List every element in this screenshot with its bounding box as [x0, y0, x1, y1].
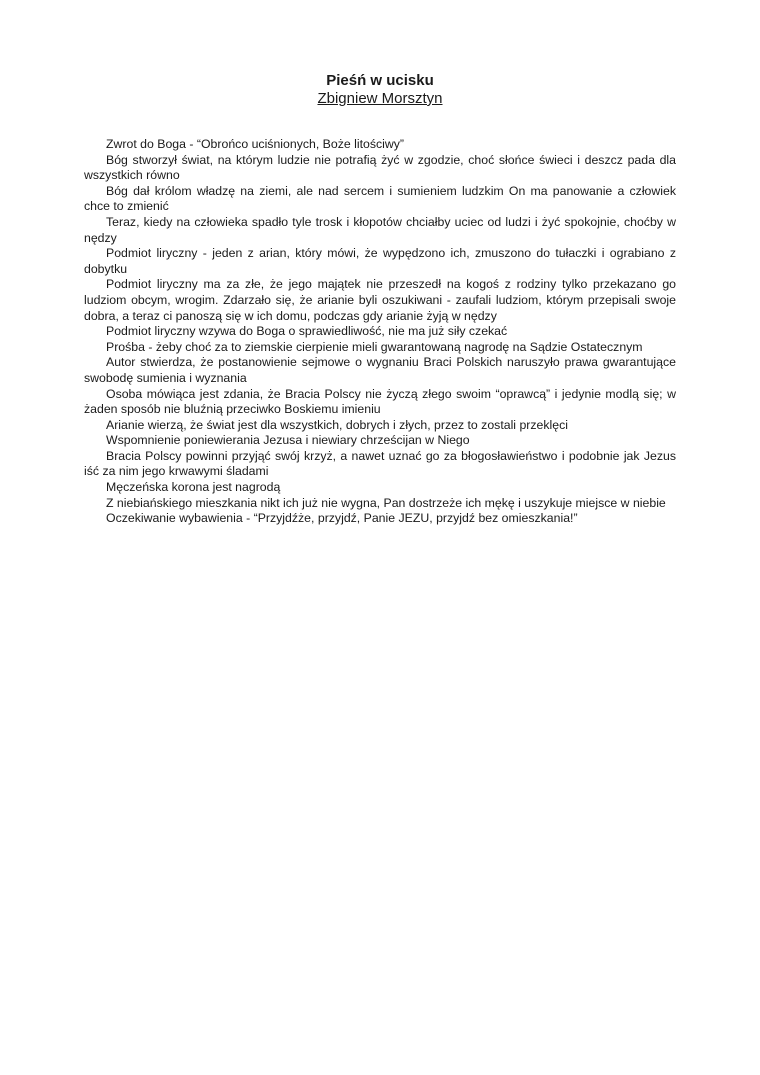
- paragraph: Podmiot liryczny ma za złe, że jego majątek nie przeszedł na kogoś z rodziny tylko przekazano go ludziom obcym, wrogim. Zdarzało się, że arianie byli oszukiwani - zaufali ludziom, którym przepisali swoje dobra, a teraz ci panoszą się w ich domu, podczas gdy arianie żyją w nędzy: [84, 277, 676, 323]
- paragraph: Zwrot do Boga - “Obrońco uciśnionych, Boże litościwy”: [106, 137, 404, 151]
- document-header: [84, 72, 676, 108]
- paragraph: Bóg dał królom władzę na ziemi, ale nad sercem i sumieniem ludzkim On ma panowanie a człowiek chce to zmienić: [84, 183, 676, 214]
- paragraph: Podmiot liryczny - jeden z arian, który mówi, że wypędzono ich, zmuszono do tułaczki i ograbiano z dobytku: [84, 246, 676, 276]
- paragraph: Osoba mówiąca jest zdania, że Bracia Polscy nie życzą złego swoim “oprawcą” i jedynie modlą się; w żaden sposób nie bluźnią przeciwko Boskiemu imieniu: [84, 386, 676, 417]
- paragraph: Prośba - żeby choć za to ziemskie cierpienie mieli gwarantowaną nagrodę na Sądzie Ostatecznym: [106, 339, 643, 354]
- document-body: [84, 137, 676, 527]
- document-title: Pieśń w ucisku: [326, 72, 434, 89]
- paragraph: Wspomnienie poniewierania Jezusa i niewiary chrześcijan w Niego: [106, 433, 470, 448]
- paragraph: Bóg stworzył świat, na którym ludzie nie potrafią żyć w zgodzie, choć słońce świeci i deszcz pada dla wszystkich równo: [84, 152, 676, 183]
- paragraph: Z niebiańskiego mieszkania nikt ich już nie wygna, Pan dostrzeże ich mękę i uszykuje miejsce w niebie: [106, 495, 666, 510]
- paragraph: Oczekiwanie wybawienia - “Przyjdźże, przyjdź, Panie JEZU, przyjdź bez omieszkania!”: [106, 511, 578, 526]
- paragraph: Męczeńska korona jest nagrodą: [106, 480, 281, 495]
- paragraph: Teraz, kiedy na człowieka spadło tyle trosk i kłopotów chciałby uciec od ludzi i żyć spokojnie, choćby w nędzy: [84, 214, 676, 245]
- paragraph: Podmiot liryczny wzywa do Boga o sprawiedliwość, nie ma już siły czekać: [106, 324, 508, 339]
- paragraph: Bracia Polscy powinni przyjąć swój krzyż, a nawet uznać go za błogosławieństwo i podobnie jak Jezus iść za nim jego krwawymi śladami: [84, 448, 676, 479]
- paragraph: Autor stwierdza, że postanowienie sejmowe o wygnaniu Braci Polskich naruszyło prawa gwarantujące swobodę sumienia i wyznania: [84, 355, 676, 385]
- document-author: Zbigniew Morsztyn: [317, 90, 443, 107]
- paragraph: Arianie wierzą, że świat jest dla wszystkich, dobrych i złych, przez to zostali przeklęci: [106, 417, 568, 432]
